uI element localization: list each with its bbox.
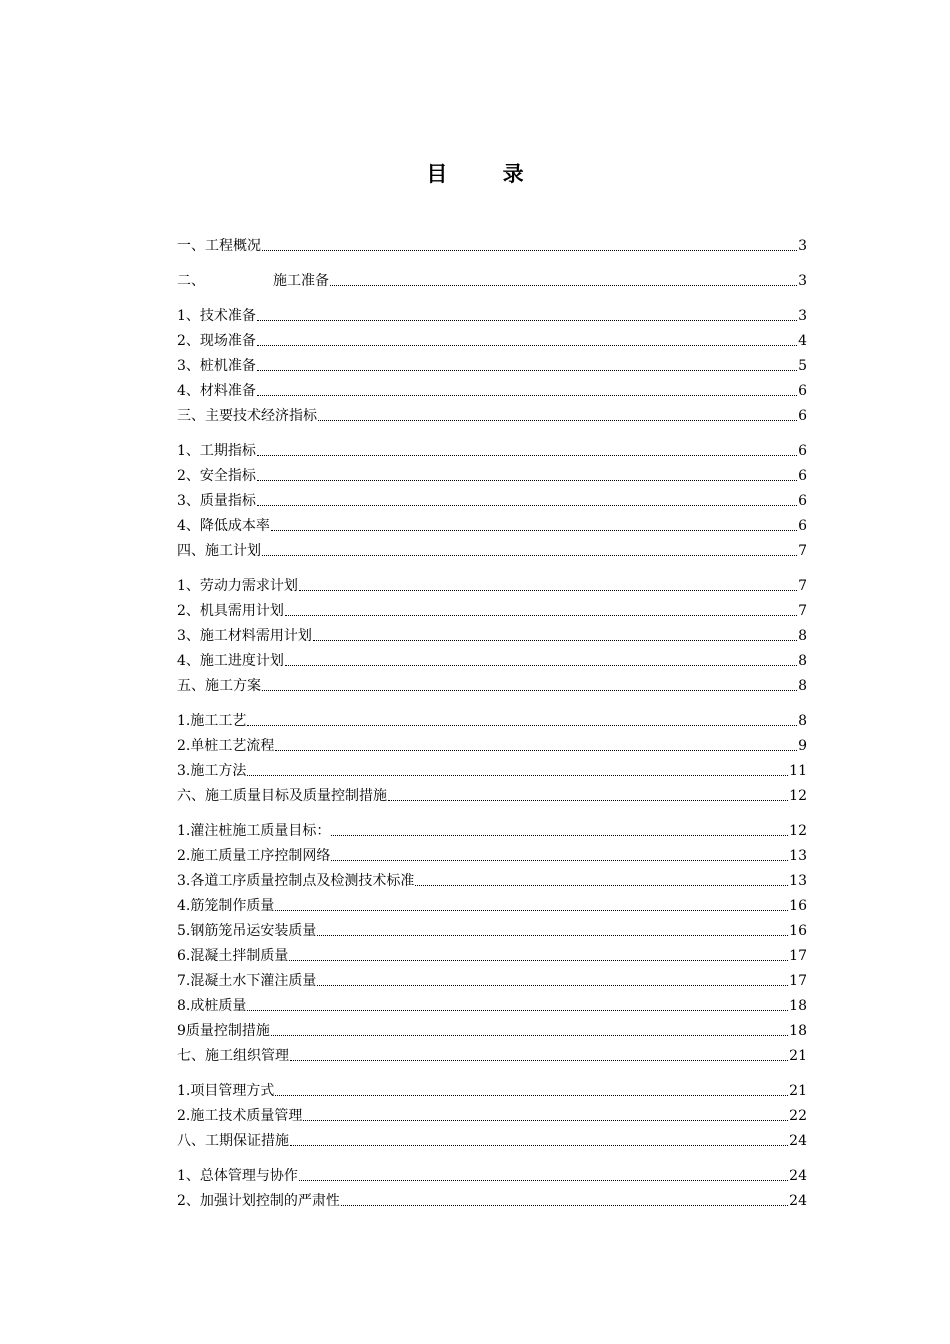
toc-entry[interactable] bbox=[177, 971, 807, 991]
toc-leader-dots bbox=[299, 1180, 788, 1181]
toc-leader-dots bbox=[257, 345, 797, 346]
toc-entry[interactable] bbox=[177, 601, 807, 621]
toc-entry[interactable] bbox=[177, 271, 807, 291]
toc-entry-page-number: 22 bbox=[789, 1108, 807, 1124]
toc-entry-label: 1、总体管理与协作 bbox=[177, 1168, 298, 1184]
toc-leader-dots bbox=[289, 960, 788, 961]
toc-entry-label: 三、主要技术经济指标 bbox=[177, 408, 317, 424]
toc-leader-dots bbox=[299, 590, 797, 591]
toc-entry-page-number: 6 bbox=[798, 443, 807, 459]
toc-entry-page-number: 8 bbox=[798, 628, 807, 644]
toc-entry[interactable] bbox=[177, 996, 807, 1016]
toc-entry[interactable] bbox=[177, 1046, 807, 1066]
toc-entry-label: 1、工期指标 bbox=[177, 443, 256, 459]
toc-entry-page-number: 5 bbox=[798, 358, 807, 374]
toc-entry-page-number: 3 bbox=[798, 273, 807, 289]
toc-leader-dots bbox=[330, 285, 797, 286]
table-of-contents bbox=[177, 236, 807, 1211]
toc-entry-page-number: 6 bbox=[798, 383, 807, 399]
toc-entry[interactable] bbox=[177, 541, 807, 561]
toc-leader-dots bbox=[257, 320, 797, 321]
toc-leader-dots bbox=[415, 885, 788, 886]
toc-entry[interactable] bbox=[177, 786, 807, 806]
toc-entry[interactable] bbox=[177, 736, 807, 756]
toc-entry[interactable] bbox=[177, 846, 807, 866]
toc-entry-page-number: 17 bbox=[789, 948, 807, 964]
toc-leader-dots bbox=[271, 530, 797, 531]
toc-entry-label: 五、施工方案 bbox=[177, 678, 261, 694]
toc-entry-page-number: 21 bbox=[789, 1048, 807, 1064]
toc-leader-dots bbox=[275, 910, 788, 911]
toc-entry[interactable] bbox=[177, 406, 807, 426]
toc-leader-dots bbox=[247, 775, 788, 776]
toc-entry-page-number: 17 bbox=[789, 973, 807, 989]
toc-entry-label: 一、工程概况 bbox=[177, 238, 261, 254]
toc-entry-label: 2、安全指标 bbox=[177, 468, 256, 484]
toc-entry[interactable] bbox=[177, 711, 807, 731]
toc-entry[interactable] bbox=[177, 676, 807, 696]
page-title: 目 录 bbox=[426, 161, 548, 186]
toc-entry-page-number: 8 bbox=[798, 678, 807, 694]
toc-entry-label: 3、桩机准备 bbox=[177, 358, 256, 374]
toc-entry-label: 2、机具需用计划 bbox=[177, 603, 284, 619]
toc-entry-label: 2.施工技术质量管理 bbox=[177, 1108, 303, 1124]
toc-entry-page-number: 24 bbox=[789, 1193, 807, 1209]
toc-leader-dots bbox=[341, 1205, 788, 1206]
toc-entry-page-number: 24 bbox=[789, 1168, 807, 1184]
toc-leader-dots bbox=[388, 800, 788, 801]
toc-entry-page-number: 6 bbox=[798, 408, 807, 424]
toc-entry-label: 8.成桩质量 bbox=[177, 998, 247, 1014]
toc-entry[interactable] bbox=[177, 946, 807, 966]
toc-entry-label: 1.施工工艺 bbox=[177, 713, 247, 729]
toc-entry-label: 3、质量指标 bbox=[177, 493, 256, 509]
toc-entry-label: 六、施工质量目标及质量控制措施 bbox=[177, 788, 387, 804]
toc-entry-page-number: 6 bbox=[798, 468, 807, 484]
toc-entry[interactable] bbox=[177, 921, 807, 941]
toc-leader-dots bbox=[257, 480, 797, 481]
toc-entry[interactable] bbox=[177, 466, 807, 486]
toc-entry-label: 1、技术准备 bbox=[177, 308, 256, 324]
toc-entry[interactable] bbox=[177, 1166, 807, 1186]
toc-entry[interactable] bbox=[177, 1021, 807, 1041]
toc-entry-page-number: 8 bbox=[798, 653, 807, 669]
toc-entry-page-number: 12 bbox=[789, 788, 807, 804]
toc-leader-dots bbox=[257, 455, 797, 456]
toc-leader-dots bbox=[318, 420, 797, 421]
toc-entry-label: 4、降低成本率 bbox=[177, 518, 270, 534]
toc-entry-page-number: 18 bbox=[789, 998, 807, 1014]
toc-leader-dots bbox=[247, 725, 797, 726]
toc-leader-dots bbox=[317, 985, 788, 986]
toc-entry-page-number: 24 bbox=[789, 1133, 807, 1149]
toc-entry[interactable] bbox=[177, 896, 807, 916]
toc-entry-page-number: 6 bbox=[798, 518, 807, 534]
toc-entry-label: 5.钢筋笼吊运安装质量 bbox=[177, 923, 317, 939]
toc-entry-label: 八、工期保证措施 bbox=[177, 1133, 289, 1149]
toc-entry-label: 4、材料准备 bbox=[177, 383, 256, 399]
toc-entry-page-number: 6 bbox=[798, 493, 807, 509]
toc-entry-page-number: 12 bbox=[789, 823, 807, 839]
toc-leader-dots bbox=[262, 555, 797, 556]
toc-entry-label: 3、施工材料需用计划 bbox=[177, 628, 312, 644]
toc-entry[interactable] bbox=[177, 821, 807, 841]
toc-leader-dots bbox=[271, 1035, 788, 1036]
toc-entry[interactable] bbox=[177, 651, 807, 671]
toc-entry-label: 9质量控制措施 bbox=[177, 1023, 270, 1039]
toc-entry-label: 1.项目管理方式 bbox=[177, 1083, 275, 1099]
toc-leader-dots bbox=[331, 835, 788, 836]
toc-leader-dots bbox=[313, 640, 797, 641]
toc-entry-label: 2、现场准备 bbox=[177, 333, 256, 349]
toc-entry-label: 4、施工进度计划 bbox=[177, 653, 284, 669]
toc-entry-label: 3.施工方法 bbox=[177, 763, 247, 779]
toc-entry-label-text: 施工准备 bbox=[273, 273, 329, 289]
toc-entry-page-number: 4 bbox=[798, 333, 807, 349]
toc-entry-page-number: 13 bbox=[789, 848, 807, 864]
toc-leader-dots bbox=[290, 1060, 788, 1061]
toc-leader-dots bbox=[303, 1120, 788, 1121]
toc-entry-page-number: 8 bbox=[798, 713, 807, 729]
toc-entry[interactable] bbox=[177, 626, 807, 646]
toc-entry[interactable] bbox=[177, 1081, 807, 1101]
toc-entry-label: 1.灌注桩施工质量目标： bbox=[177, 823, 331, 839]
toc-entry-page-number: 16 bbox=[789, 898, 807, 914]
toc-entry-label: 四、施工计划 bbox=[177, 543, 261, 559]
toc-entry[interactable] bbox=[177, 236, 807, 256]
toc-leader-dots bbox=[290, 1145, 788, 1146]
toc-entry[interactable] bbox=[177, 871, 807, 891]
toc-leader-dots bbox=[257, 395, 797, 396]
toc-entry-label: 6.混凝土拌制质量 bbox=[177, 948, 289, 964]
toc-leader-dots bbox=[247, 1010, 788, 1011]
toc-entry-page-number: 13 bbox=[789, 873, 807, 889]
toc-entry-page-number: 7 bbox=[798, 543, 807, 559]
toc-entry-label: 3.各道工序质量控制点及检测技术标准 bbox=[177, 873, 415, 889]
toc-entry-label: 1、劳动力需求计划 bbox=[177, 578, 298, 594]
toc-entry-page-number: 18 bbox=[789, 1023, 807, 1039]
toc-entry-page-number: 21 bbox=[789, 1083, 807, 1099]
toc-entry-page-number: 7 bbox=[798, 578, 807, 594]
toc-entry-page-number: 7 bbox=[798, 603, 807, 619]
toc-leader-dots bbox=[275, 1095, 788, 1096]
toc-leader-dots bbox=[257, 505, 797, 506]
toc-entry[interactable] bbox=[177, 516, 807, 536]
toc-entry-page-number: 9 bbox=[798, 738, 807, 754]
toc-leader-dots bbox=[262, 250, 797, 251]
toc-leader-dots bbox=[285, 665, 797, 666]
toc-entry[interactable] bbox=[177, 1191, 807, 1211]
toc-entry[interactable] bbox=[177, 306, 807, 326]
toc-entry-label: 4.筋笼制作质量 bbox=[177, 898, 275, 914]
toc-entry-label: 2、加强计划控制的严肃性 bbox=[177, 1193, 340, 1209]
toc-entry[interactable] bbox=[177, 576, 807, 596]
toc-leader-dots bbox=[317, 935, 788, 936]
toc-entry[interactable] bbox=[177, 491, 807, 511]
toc-entry[interactable] bbox=[177, 761, 807, 781]
toc-entry-page-number: 11 bbox=[789, 763, 807, 779]
toc-leader-dots bbox=[262, 690, 797, 691]
toc-entry-label: 7.混凝土水下灌注质量 bbox=[177, 973, 317, 989]
toc-entry-page-number: 3 bbox=[798, 308, 807, 324]
toc-entry[interactable] bbox=[177, 1106, 807, 1126]
toc-entry-page-number: 3 bbox=[798, 238, 807, 254]
toc-entry-label: 七、施工组织管理 bbox=[177, 1048, 289, 1064]
toc-entry-label: 2.单桩工艺流程 bbox=[177, 738, 275, 754]
toc-leader-dots bbox=[257, 370, 797, 371]
toc-entry-label: 2.施工质量工序控制网络 bbox=[177, 848, 331, 864]
toc-leader-dots bbox=[331, 860, 788, 861]
toc-leader-dots bbox=[285, 615, 797, 616]
toc-entry[interactable] bbox=[177, 356, 807, 376]
toc-entry-page-number: 16 bbox=[789, 923, 807, 939]
toc-entry[interactable] bbox=[177, 331, 807, 351]
toc-entry[interactable] bbox=[177, 381, 807, 401]
toc-leader-dots bbox=[275, 750, 797, 751]
toc-entry[interactable] bbox=[177, 441, 807, 461]
toc-entry-label: 二、 bbox=[177, 273, 205, 289]
toc-entry[interactable] bbox=[177, 1131, 807, 1151]
